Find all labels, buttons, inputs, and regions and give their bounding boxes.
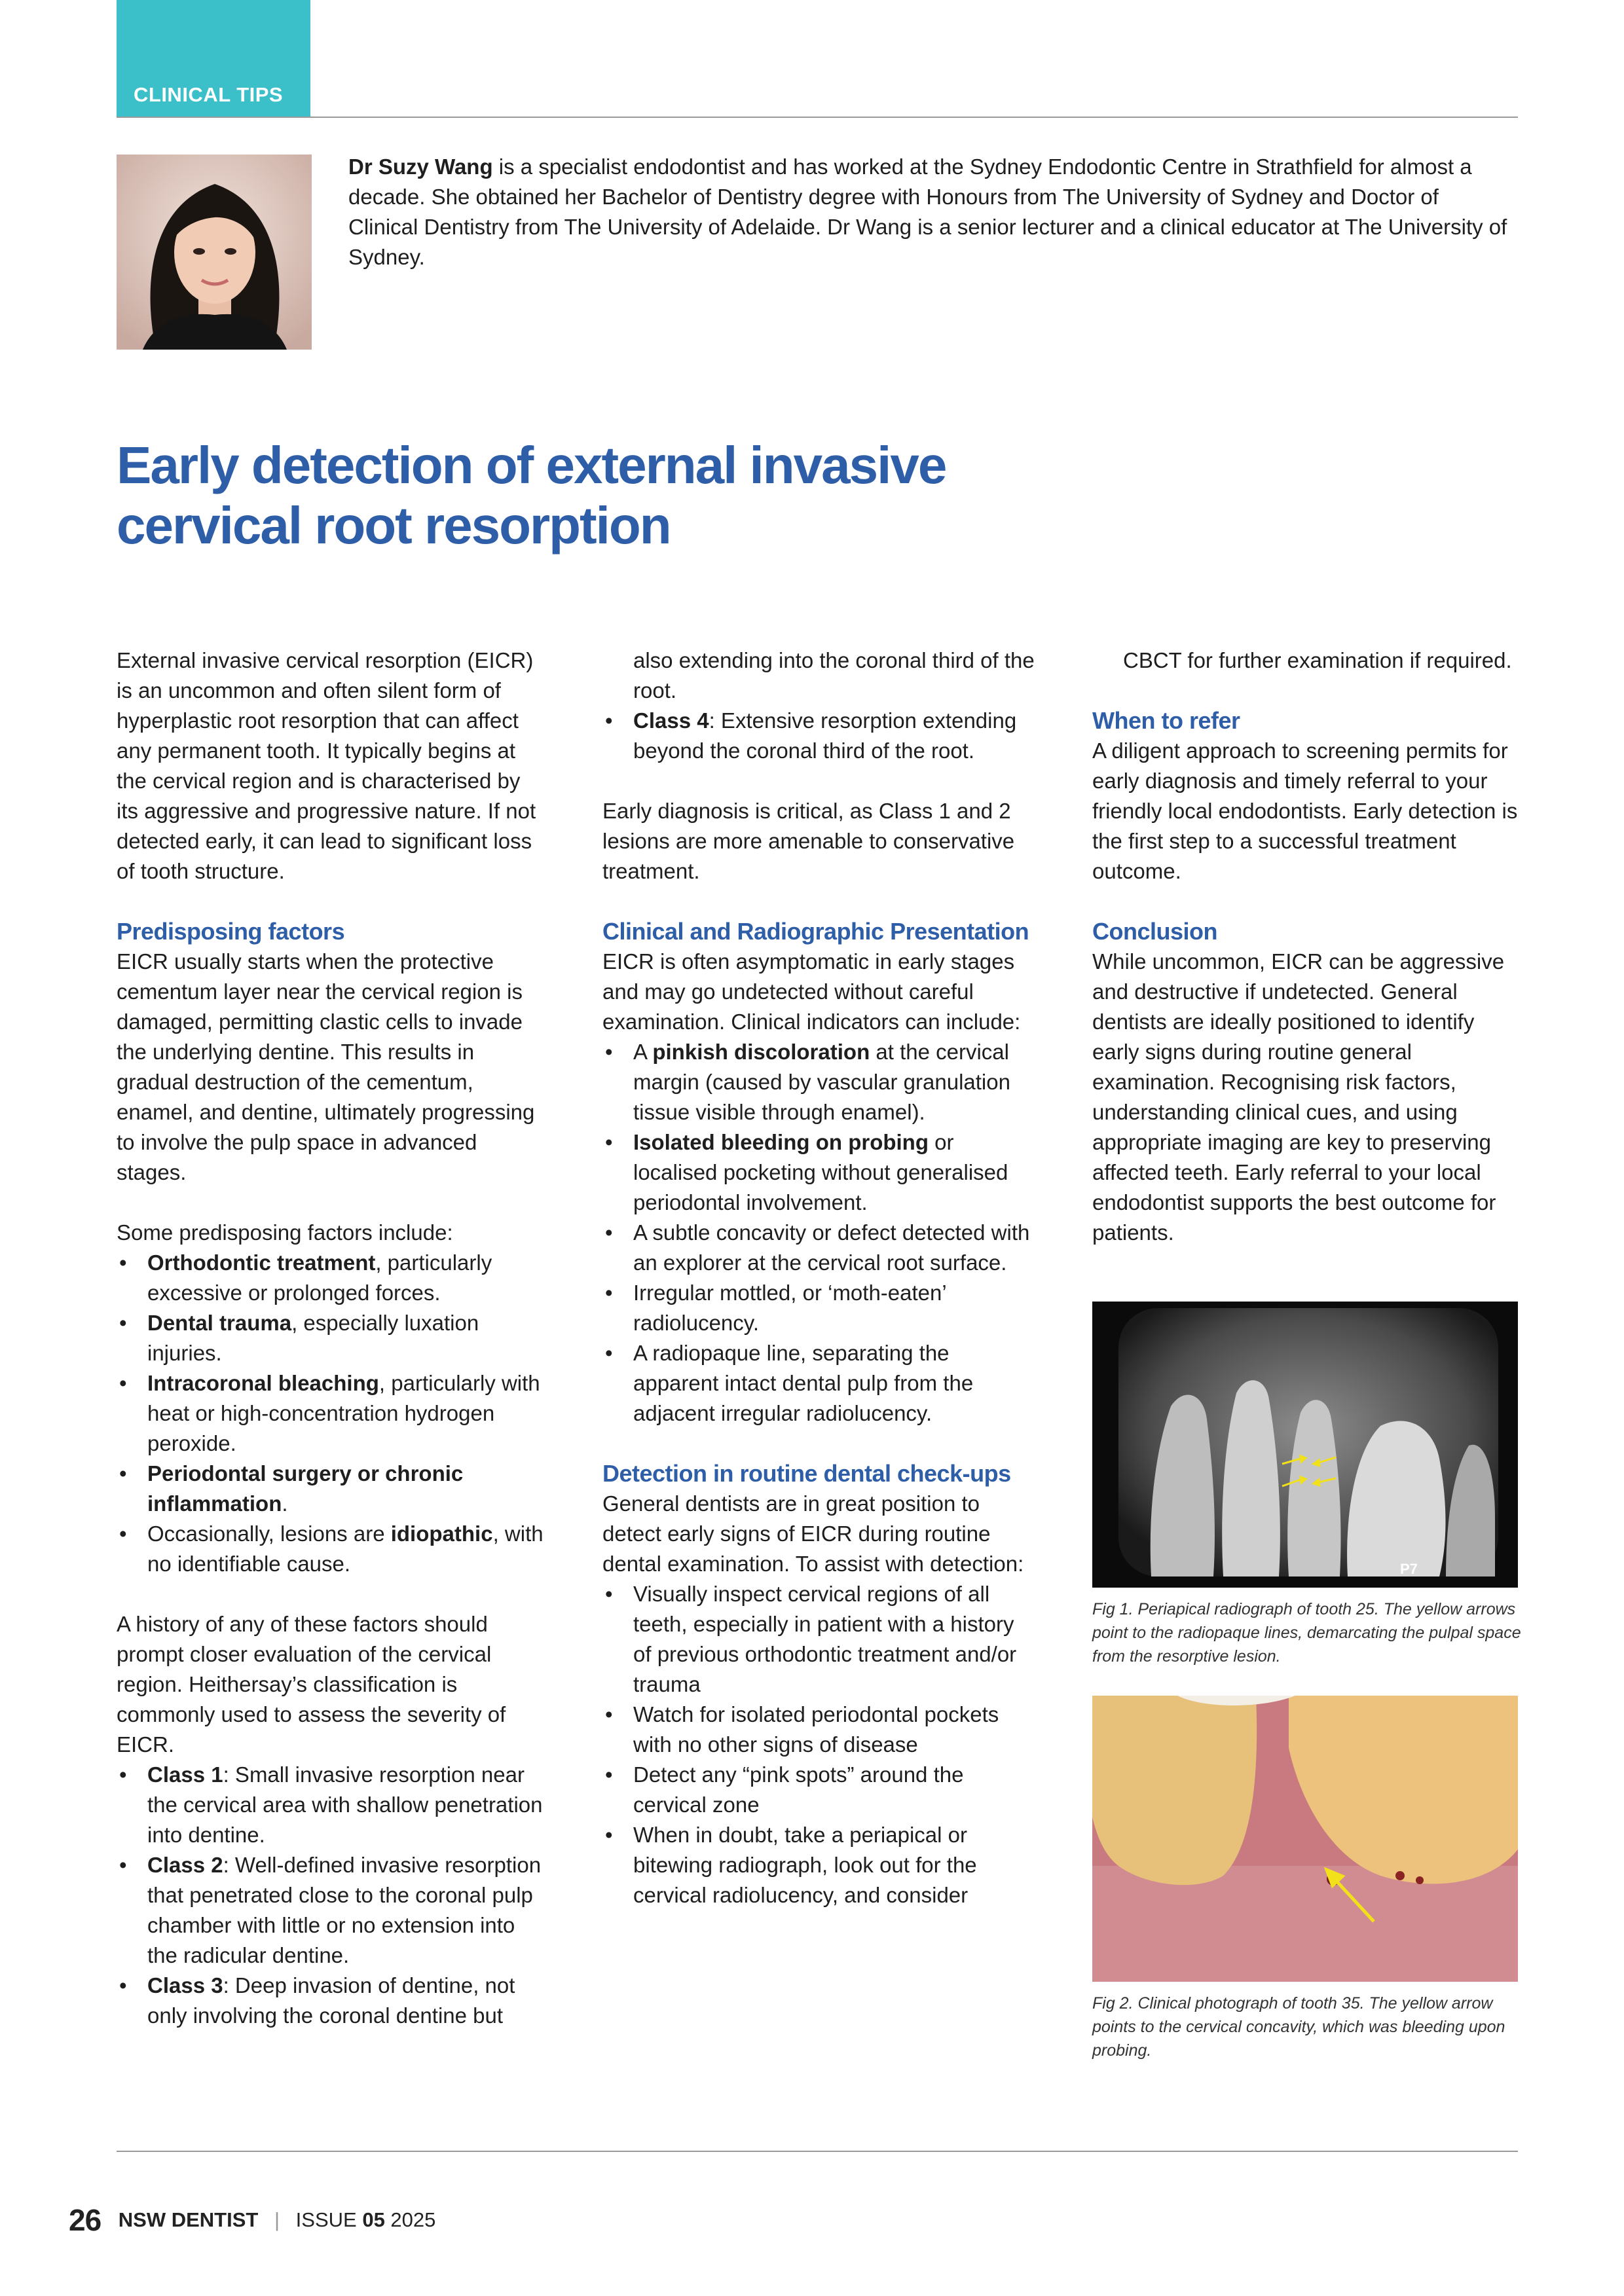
author-name: Dr Suzy Wang — [348, 155, 493, 179]
issue-year: 2025 — [384, 2208, 436, 2231]
issue-number: 05 — [362, 2208, 385, 2231]
column-1 — [117, 646, 545, 2031]
clinical-photo-image — [1092, 1696, 1518, 1982]
footer — [69, 2202, 435, 2238]
footer-rule — [117, 2151, 1518, 2152]
header-rule — [117, 117, 1518, 118]
list-item: CBCT for further examination if required. — [1123, 648, 1512, 672]
list-item-text: : Deep invasion of dentine, not only involving the coronal dentine but — [147, 1973, 515, 2028]
classification-list — [117, 1760, 545, 2031]
column-2 — [602, 646, 1035, 1910]
list-item-bold: Isolated bleeding on probing — [633, 1130, 929, 1154]
radiograph-label: P7 — [1400, 1561, 1418, 1577]
list-item-text: Irregular mottled, or ‘moth-eaten’ radiolucency. — [633, 1281, 946, 1335]
article-title — [117, 435, 1099, 556]
list-item-bold: Dental trauma — [147, 1311, 292, 1335]
list-item-text: . — [282, 1491, 288, 1516]
figure-1-caption: Fig 1. Periapical radiograph of tooth 25. The yellow arrows point to the radiopaque lines, demarcating the pulpal space from the resorptive lesion. — [1092, 1600, 1521, 1666]
radiograph-image — [1092, 1302, 1518, 1588]
list-item — [602, 1338, 1035, 1429]
heithersay-paragraph: A history of any of these factors should prompt closer evaluation of the cervical region. Heithersay’s classification is commonly used to assess the severity of EICR. — [117, 1612, 506, 1757]
refer-heading: When to refer — [1092, 707, 1240, 734]
list-item — [117, 1248, 545, 1308]
article-title-line2: cervical root resorption — [117, 496, 671, 555]
conclusion-heading: Conclusion — [1092, 918, 1217, 945]
list-item: • When in doubt, take a periapical or bitewing radiograph, look out for the cervical radiolucency, and consider — [602, 1820, 1035, 1910]
list-item: • Visually inspect cervical regions of all teeth, especially in patient with a history of previous orthodontic treatment and/or trauma — [602, 1579, 1035, 1700]
list-item-text: : Extensive resorption extending beyond the coronal third of the root. — [633, 708, 1017, 763]
figure-1-radiograph — [1092, 1302, 1518, 1588]
predisposing-paragraph: EICR usually starts when the protective cementum layer near the cervical region is damaged, permitting clastic cells to invade the underlying dentine. This results in gradual destruction of the cementum, enamel, and dentine, ultimately progressing to involve the pulp space in advanced stages. — [117, 949, 535, 1184]
issue-label: ISSUE — [295, 2208, 363, 2231]
list-item-bold: Class 4 — [633, 708, 709, 733]
conclusion-paragraph: While uncommon, EICR can be aggressive and destructive if undetected. General dentists are ideally positioned to identify early signs during routine general examination. Recognising risk factors, understanding clinical cues, and using appropriate imaging are key to preserving affected teeth. Early referral to your local endodontist supports the best outcome for patients. — [1092, 949, 1505, 1245]
intro-paragraph: External invasive cervical resorption (EICR) is an uncommon and often silent form of hyperplastic root resorption that can affect any permanent tooth. It typically begins at the cervical region and is characterised by its aggressive and progressive nature. If not detected early, it can lead to significant loss of tooth structure. — [117, 648, 536, 883]
author-bio-text: is a specialist endodontist and has worked at the Sydney Endodontic Centre in Strathfield for almost a decade. She obtained her Bachelor of Dentistry degree with Honours from The University of Sydney and Doctor of Clinical Dentistry from The University of Adelaide. Dr Wang is a senior lecturer and a clinical educator at The University of Sydney. — [348, 155, 1507, 269]
list-item — [117, 1850, 545, 1971]
list-item — [602, 1278, 1035, 1338]
list-item-text: : Small invasive resorption near the cervical area with shallow penetration into dentine. — [147, 1762, 543, 1847]
list-item-text: A radiopaque line, separating the apparent intact dental pulp from the adjacent irregular radiolucency. — [633, 1341, 974, 1425]
section-tab-label: CLINICAL TIPS — [134, 83, 284, 106]
clinical-heading: Clinical and Radiographic Presentation — [602, 918, 1029, 945]
detection-list — [602, 1579, 1035, 1910]
list-item: also extending into the coronal third of the root. — [633, 648, 1035, 702]
list-item-bold: Periodontal surgery or chronic inflammation — [147, 1461, 464, 1516]
figure-2-caption: Fig 2. Clinical photograph of tooth 35. The yellow arrow points to the cervical concavity, which was bleeding upon probing. — [1092, 1994, 1505, 2060]
list-item — [117, 1368, 545, 1459]
predisposing-list — [117, 1248, 545, 1579]
predisposing-heading: Predisposing factors — [117, 918, 345, 945]
list-item-bold: Class 2 — [147, 1853, 223, 1877]
figure-2-clinical-photo — [1092, 1696, 1518, 1982]
list-item: • Watch for isolated periodontal pockets with no other signs of disease — [602, 1700, 1035, 1760]
list-item — [117, 1519, 545, 1579]
list-item — [117, 1308, 545, 1368]
early-diagnosis-paragraph: Early diagnosis is critical, as Class 1 and 2 lesions are more amenable to conservative treatment. — [602, 799, 1015, 883]
list-item-text: , particularly excessive or prolonged forces. — [147, 1250, 492, 1305]
magazine-name: NSW DENTIST — [118, 2208, 259, 2231]
list-item-bold: pinkish discoloration — [652, 1040, 870, 1064]
author-portrait-illustration — [117, 155, 312, 350]
list-item — [117, 1971, 545, 2031]
list-item — [117, 1760, 545, 1850]
clinical-indicators-list — [602, 1037, 1035, 1429]
detection-paragraph: General dentists are in great position to detect early signs of EICR during routine dental examination. To assist with detection: — [602, 1491, 1024, 1576]
clinical-paragraph: EICR is often asymptomatic in early stages and may go undetected without careful examination. Clinical indicators can include: — [602, 949, 1021, 1034]
section-tab — [117, 0, 310, 117]
list-item-bold: Class 3 — [147, 1973, 223, 1997]
author-photo — [117, 155, 312, 350]
list-item-text: A — [633, 1040, 653, 1064]
list-item-text: : Well-defined invasive resorption that penetrated close to the coronal pulp chamber with little or no extension into the radicular dentine. — [147, 1853, 542, 1967]
list-item-bold: Class 1 — [147, 1762, 223, 1787]
list-item-text: , especially luxation injuries. — [147, 1311, 479, 1365]
column-3 — [1092, 646, 1524, 1248]
list-item: • Detect any “pink spots” around the cervical zone — [602, 1760, 1035, 1820]
refer-paragraph: A diligent approach to screening permits for early diagnosis and timely referral to your friendly local endodontists. Early detection is the first step to a successful treatment outcome. — [1092, 738, 1518, 883]
list-item-text: at the cervical margin (caused by vascular granulation tissue visible through enamel). — [633, 1040, 1010, 1124]
issue-info — [296, 2208, 436, 2231]
list-item-bold: idiopathic — [390, 1522, 493, 1546]
page-number: 26 — [69, 2203, 101, 2237]
list-item-text: A subtle concavity or defect detected with an explorer at the cervical root surface. — [633, 1220, 1030, 1275]
list-item-text: Occasionally, lesions are — [147, 1522, 391, 1546]
list-item — [602, 706, 1035, 766]
classification-list-continued — [602, 646, 1035, 766]
list-item — [117, 1459, 545, 1519]
detection-list-continued — [1092, 646, 1524, 676]
predisposing-list-intro: Some predisposing factors include: — [117, 1220, 453, 1245]
list-item-text: or localised pocketing without generalised periodontal involvement. — [633, 1130, 1008, 1214]
list-item-text: , particularly with heat or high-concentration hydrogen peroxide. — [147, 1371, 540, 1455]
list-item-text: , with no identifiable cause. — [147, 1522, 544, 1576]
detection-heading: Detection in routine dental check-ups — [602, 1460, 1011, 1487]
list-item — [602, 1037, 1035, 1127]
list-item-bold: Intracoronal bleaching — [147, 1371, 379, 1395]
author-bio — [348, 152, 1507, 272]
footer-separator: | — [274, 2208, 280, 2231]
list-item — [602, 1127, 1035, 1218]
list-item — [602, 1218, 1035, 1278]
list-item-bold: Orthodontic treatment — [147, 1250, 376, 1275]
article-title-line1: Early detection of external invasive — [117, 436, 946, 494]
